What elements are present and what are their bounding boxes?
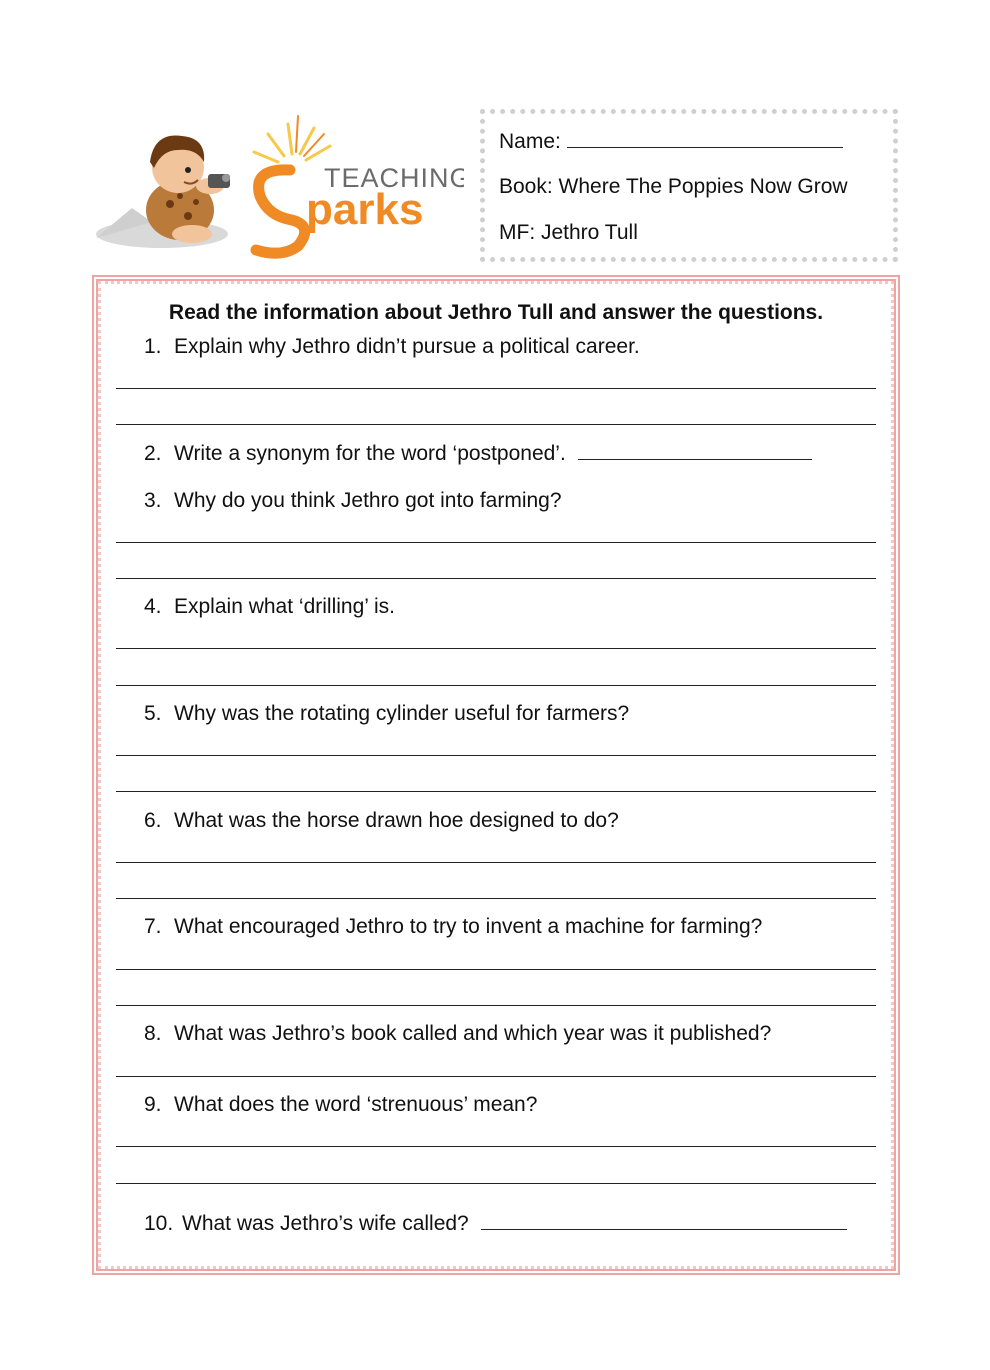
question-6: 6. What was the horse drawn hoe designed to do?	[144, 809, 619, 832]
question-3: 3. Why do you think Jethro got into farming?	[144, 489, 562, 512]
name-answer-line[interactable]	[567, 129, 843, 148]
name-row	[499, 129, 843, 154]
question-8: 8. What was Jethro’s book called and which year was it published?	[144, 1022, 772, 1045]
teaching-sparks-logo	[92, 112, 464, 262]
question-1: 1. Explain why Jethro didn’t pursue a political career.	[144, 335, 640, 358]
answer-line[interactable]	[116, 648, 876, 649]
question-7: 7. What encouraged Jethro to try to invent a machine for farming?	[144, 915, 763, 938]
mf-label: MF: Jethro Tull	[499, 221, 638, 244]
answer-line[interactable]	[116, 969, 876, 970]
question-9: 9. What does the word ‘strenuous’ mean?	[144, 1093, 538, 1116]
name-label: Name:	[499, 130, 561, 153]
logo-text-sparks: parks	[306, 185, 424, 234]
answer-line[interactable]	[116, 898, 876, 899]
answer-line[interactable]	[578, 441, 812, 460]
answer-line[interactable]	[116, 578, 876, 579]
worksheet-box	[92, 275, 900, 1275]
answer-line[interactable]	[116, 542, 876, 543]
question-2: 2. Write a synonym for the word ‘postponed’.	[144, 441, 812, 466]
answer-line[interactable]	[116, 1146, 876, 1147]
caveman-mascot-icon	[92, 112, 464, 262]
answer-line[interactable]	[116, 388, 876, 389]
answer-line[interactable]	[116, 791, 876, 792]
logo-text-teaching: TEACHING	[324, 163, 464, 193]
question-10: 10. What was Jethro’s wife called?	[144, 1211, 847, 1236]
answer-line[interactable]	[116, 1005, 876, 1006]
question-4: 4. Explain what ‘drilling’ is.	[144, 595, 395, 618]
answer-line[interactable]	[116, 755, 876, 756]
answer-line[interactable]	[116, 1076, 876, 1077]
worksheet-instructions: Read the information about Jethro Tull and answer the questions.	[168, 301, 824, 324]
answer-line[interactable]	[116, 685, 876, 686]
answer-line[interactable]	[116, 424, 876, 425]
book-label: Book: Where The Poppies Now Grow	[499, 175, 848, 198]
answer-line[interactable]	[481, 1211, 847, 1230]
answer-line[interactable]	[116, 1183, 876, 1184]
question-5: 5. Why was the rotating cylinder useful for farmers?	[144, 702, 630, 725]
answer-line[interactable]	[116, 862, 876, 863]
student-info-box	[480, 109, 898, 262]
